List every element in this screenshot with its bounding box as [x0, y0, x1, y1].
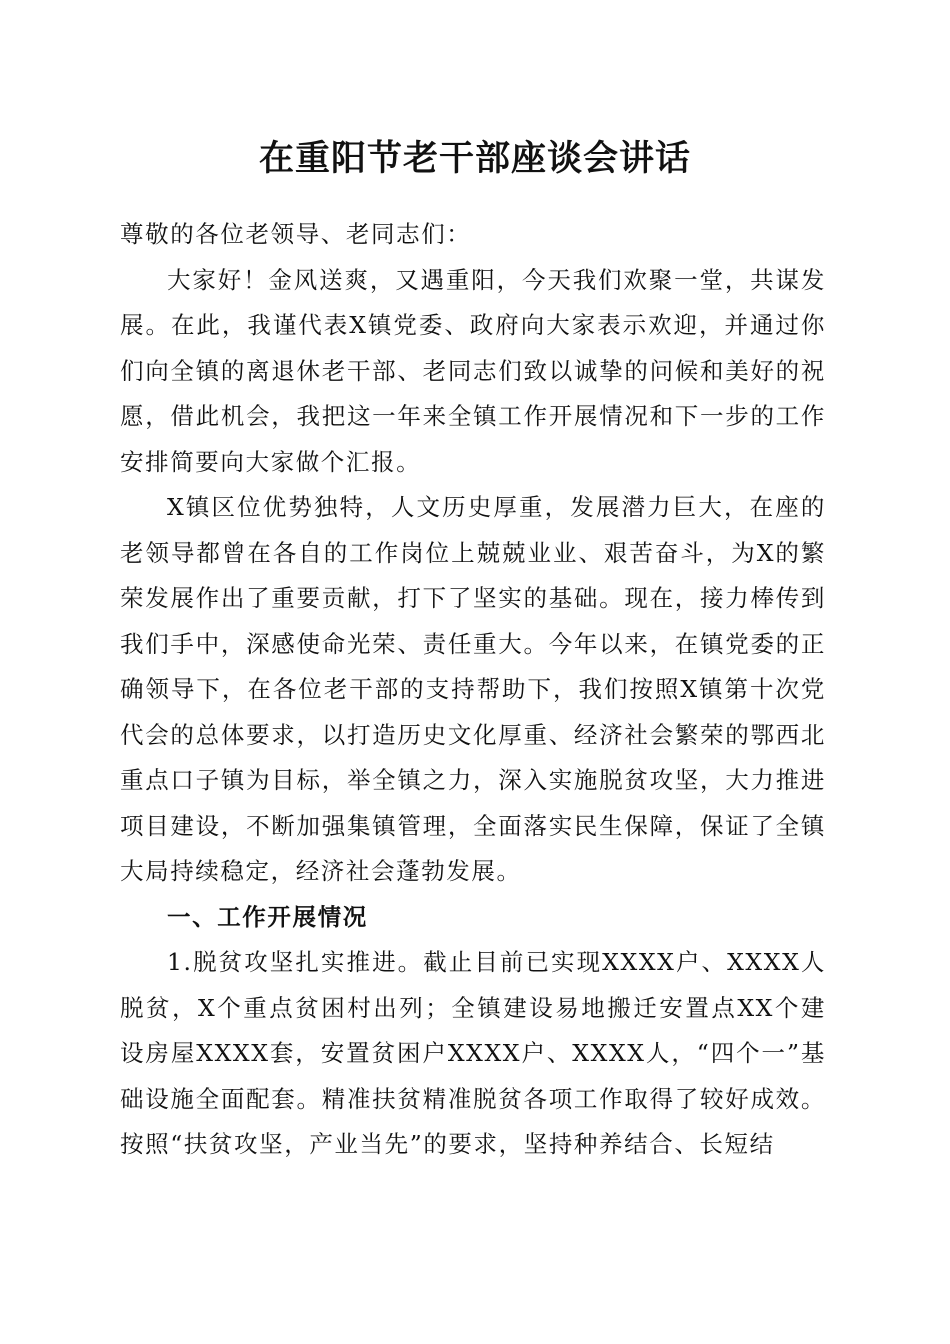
- document-title: 在重阳节老干部座谈会讲话: [258, 138, 691, 179]
- paragraph-overview: X镇区位优势独特，人文历史厚重，发展潜力巨大，在座的老领导都曾在各自的工作岗位上兢兢业业、艰苦奋斗，为X的繁荣发展作出了重要贡献，打下了坚实的基础。现在，接力棒传到我们手中，深感使命光荣、责任重大。今年以来，在镇党委的正确领导下，在各位老干部的支持帮助下，我们按照X镇第十次党代会的总体要求，以打造历史文化厚重、经济社会繁荣的鄂西北重点口子镇为目标，举全镇之力，深入实施脱贫攻坚，大力推进项目建设，不断加强集镇管理，全面落实民生保障，保证了全镇大局持续稳定，经济社会蓬勃发展。: [120, 493, 826, 885]
- paragraph-greeting: 大家好！金风送爽，又遇重阳，今天我们欢聚一堂，共谋发展。在此，我谨代表X镇党委、政府向大家表示欢迎，并通过你们向全镇的离退休老干部、老同志们致以诚挚的问候和美好的祝愿，借此机会，我把这一年来全镇工作开展情况和下一步的工作安排简要向大家做个汇报。: [120, 265, 826, 476]
- salutation: 尊敬的各位老领导、老同志们：: [120, 220, 472, 248]
- paragraph-poverty-alleviation: 1.脱贫攻坚扎实推进。截止目前已实现XXXX户、XXXX人脱贫，X个重点贫困村出列；全镇建设易地搬迁安置点XX个建设房屋XXXX套，安置贫困户XXXX户、XXXX人，“四个一”基础设施全面配套。精准扶贫精准脱贫各项工作取得了较好成效。按照“扶贫攻坚，产业当先”的要求，坚持种养结合、长短结: [120, 948, 826, 1158]
- document-body: [120, 212, 826, 1168]
- section-heading: 一、工作开展情况: [167, 902, 368, 931]
